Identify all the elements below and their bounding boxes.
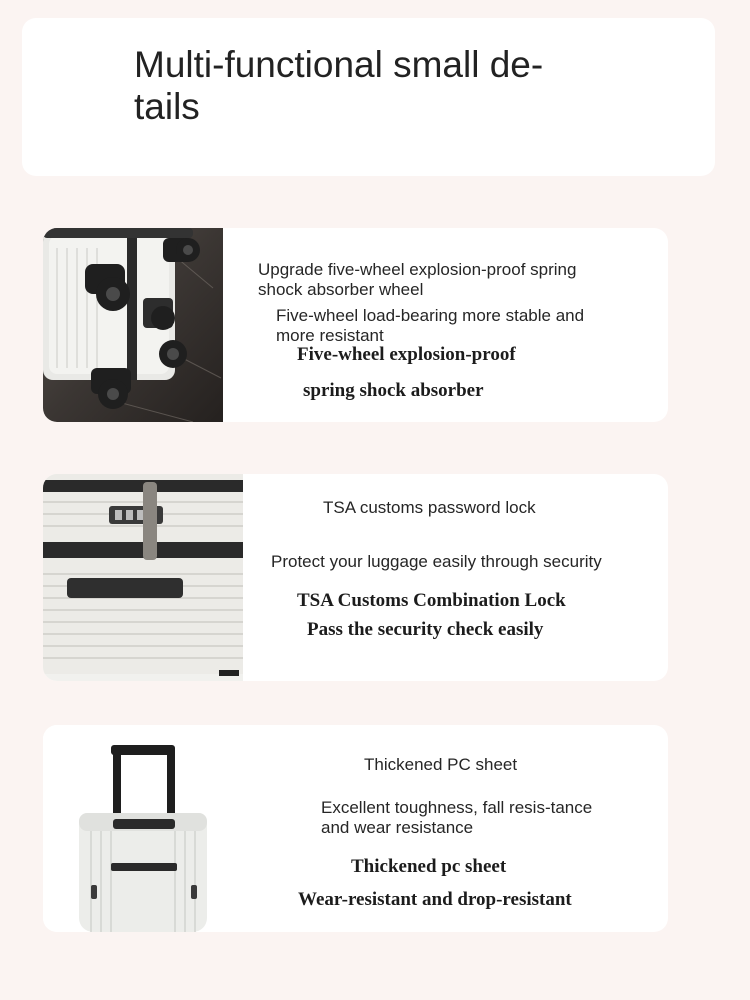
tsa-lock-photo [43,474,243,681]
feature-pc-highlight1: Thickened pc sheet [351,856,507,877]
feature-lock-highlight2: Pass the security check easily [307,619,544,640]
page-title: Multi-functional small de-tails [134,44,544,127]
feature-wheels-line1: Upgrade five-wheel explosion-proof spring shock absorber wheel [258,260,577,299]
feature-lock-line2: Protect your luggage easily through security [271,552,602,571]
feature-card-tsa-lock [43,474,668,681]
luggage-wheels-photo [43,228,223,422]
feature-lock-line1: TSA customs password lock [323,498,536,517]
feature-wheels-highlight1: Five-wheel explosion-proof [297,344,516,365]
title-card [22,18,715,176]
feature-pc-line2: Excellent toughness, fall resis-tance and wear resistance [321,798,593,837]
feature-wheels-line2: Five-wheel load-bearing more stable and more resistant [276,306,585,345]
feature-lock-highlight1: TSA Customs Combination Lock [297,590,566,611]
feature-card-wheels [43,228,668,422]
feature-wheels-highlight2: spring shock absorber [303,380,484,401]
feature-pc-highlight2: Wear-resistant and drop-resistant [298,889,572,910]
pc-shell-suitcase-photo [43,725,243,932]
feature-pc-line1: Thickened PC sheet [364,755,518,774]
feature-card-pc-sheet [43,725,668,932]
